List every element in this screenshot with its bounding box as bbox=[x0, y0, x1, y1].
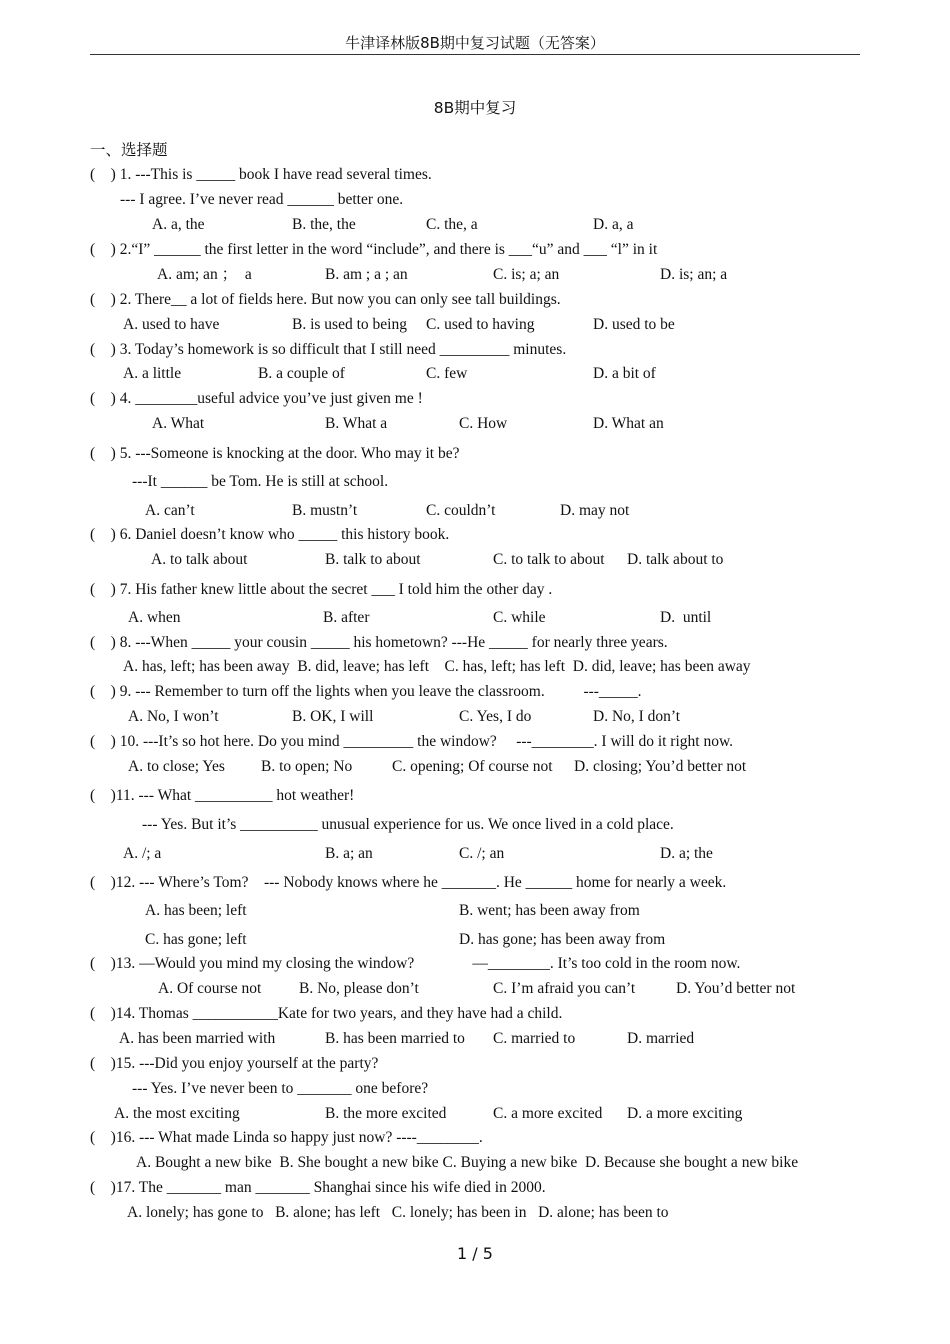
option-b: B. mustn’t bbox=[292, 502, 358, 519]
option-c: C. has gone; left bbox=[145, 931, 247, 948]
option-c: C. I’m afraid you can’t bbox=[493, 980, 636, 997]
question-line: ( ) 10. ---It’s so hot here. Do you mind _________ the window? ---________. I will do it right now. bbox=[90, 733, 734, 750]
option-b: B. No, please don’t bbox=[299, 980, 419, 997]
option-d: D. is; an; a bbox=[660, 266, 728, 283]
option-a: A. Of course not bbox=[158, 980, 262, 997]
option-c: C. few bbox=[426, 365, 468, 382]
option-d: D. until bbox=[660, 609, 712, 626]
option-d: D. a; the bbox=[660, 845, 713, 862]
options-line: A. Bought a new bike B. She bought a new bike C. Buying a new bike D. Because she bought a new bike bbox=[136, 1154, 799, 1171]
option-a: A. What bbox=[152, 415, 205, 432]
question-line: ( ) 2.“I” ______ the first letter in the word “include”, and there is ___“u” and ___ “l” in it bbox=[90, 241, 658, 258]
option-a: A. has been married with bbox=[119, 1030, 276, 1047]
option-a: A. am; an ； a bbox=[157, 266, 252, 283]
option-a: A. /; a bbox=[123, 845, 162, 862]
option-a: A. has been; left bbox=[145, 902, 247, 919]
option-d: D. No, I don’t bbox=[593, 708, 681, 725]
option-a: A. when bbox=[128, 609, 181, 626]
question-line: ( ) 6. Daniel doesn’t know who _____ this history book. bbox=[90, 526, 450, 543]
option-c: C. is; a; an bbox=[493, 266, 560, 283]
question-line: ( )13. —Would you mind my closing the window? —________. It’s too cold in the room now. bbox=[90, 955, 741, 972]
question-line: ( )14. Thomas ___________Kate for two years, and they have had a child. bbox=[90, 1005, 563, 1022]
option-d: D. may not bbox=[560, 502, 630, 519]
option-c: C. /; an bbox=[459, 845, 505, 862]
option-c: C. couldn’t bbox=[426, 502, 496, 519]
option-b: B. OK, I will bbox=[292, 708, 374, 725]
question-line: ( ) 1. ---This is _____ book I have read several times. bbox=[90, 166, 432, 183]
option-a: A. can’t bbox=[145, 502, 195, 519]
option-b: B. talk to about bbox=[325, 551, 421, 568]
question-line: ( ) 4. ________useful advice you’ve just given me ! bbox=[90, 390, 423, 407]
question-line: ( ) 5. ---Someone is knocking at the door. Who may it be? bbox=[90, 445, 460, 462]
page-header: 牛津译林版8B期中复习试题（无答案） bbox=[345, 34, 605, 52]
option-d: D. a more exciting bbox=[627, 1105, 743, 1122]
option-d: D. a, a bbox=[593, 216, 634, 233]
question-line: ( )11. --- What __________ hot weather! bbox=[90, 787, 355, 804]
option-c: C. a more excited bbox=[493, 1105, 603, 1122]
option-a: A. the most exciting bbox=[114, 1105, 240, 1122]
option-c: C. married to bbox=[493, 1030, 576, 1047]
option-b: B. a couple of bbox=[258, 365, 345, 382]
option-d: D. married bbox=[627, 1030, 695, 1047]
option-d: D. used to be bbox=[593, 316, 675, 333]
option-a: A. a little bbox=[123, 365, 182, 382]
options-line: A. has, left; has been away B. did, leave; has left C. has, left; has left D. did, leave; has been away bbox=[123, 658, 751, 675]
option-b: B. went; has been away from bbox=[459, 902, 640, 919]
option-a: A. to talk about bbox=[151, 551, 248, 568]
option-b: B. after bbox=[323, 609, 370, 626]
question-line: ( ) 8. ---When _____ your cousin _____ his hometown? ---He _____ for nearly three years. bbox=[90, 634, 668, 651]
option-b: B. am ; a ; an bbox=[325, 266, 408, 283]
options-line: A. lonely; has gone to B. alone; has left C. lonely; has been in D. alone; has been to bbox=[127, 1204, 669, 1221]
option-c: C. How bbox=[459, 415, 508, 432]
option-d: D. What an bbox=[593, 415, 664, 432]
question-line: ( )17. The _______ man _______ Shanghai since his wife died in 2000. bbox=[90, 1179, 546, 1196]
section-heading: 一、选择题 bbox=[90, 141, 168, 159]
question-line: ( ) 2. There__ a lot of fields here. But now you can only see tall buildings. bbox=[90, 291, 561, 308]
option-a: A. to close; Yes bbox=[128, 758, 225, 775]
option-d: D. a bit of bbox=[593, 365, 656, 382]
option-c: C. opening; Of course not bbox=[392, 758, 553, 775]
option-a: A. used to have bbox=[123, 316, 220, 333]
question-line: ( )12. --- Where’s Tom? --- Nobody knows where he _______. He ______ home for nearly a week. bbox=[90, 874, 727, 891]
page-title: 8B期中复习 bbox=[433, 99, 517, 117]
option-c: C. to talk to about bbox=[493, 551, 605, 568]
option-b: B. to open; No bbox=[261, 758, 353, 775]
option-c: C. Yes, I do bbox=[459, 708, 532, 725]
option-d: D. closing; You’d better not bbox=[574, 758, 747, 775]
option-b: B. has been married to bbox=[325, 1030, 465, 1047]
option-b: B. What a bbox=[325, 415, 388, 432]
option-d: D. talk about to bbox=[627, 551, 724, 568]
question-line: --- Yes. But it’s __________ unusual experience for us. We once lived in a cold place. bbox=[142, 816, 674, 833]
question-line: ( ) 3. Today’s homework is so difficult that I still need _________ minutes. bbox=[90, 341, 567, 358]
question-line: ( )16. --- What made Linda so happy just now? ----________. bbox=[90, 1129, 483, 1146]
option-a: A. No, I won’t bbox=[128, 708, 219, 725]
option-b: B. the more excited bbox=[325, 1105, 447, 1122]
question-line: --- I agree. I’ve never read ______ better one. bbox=[120, 191, 404, 208]
question-line: ( ) 9. --- Remember to turn off the lights when you leave the classroom. ---_____. bbox=[90, 683, 642, 700]
option-b: B. is used to being bbox=[292, 316, 407, 333]
question-line: ---It ______ be Tom. He is still at school. bbox=[132, 473, 389, 490]
option-d: D. You’d better not bbox=[676, 980, 796, 997]
option-b: B. a; an bbox=[325, 845, 373, 862]
option-c: C. used to having bbox=[426, 316, 535, 333]
option-b: B. the, the bbox=[292, 216, 356, 233]
option-c: C. the, a bbox=[426, 216, 478, 233]
question-line: ( ) 7. His father knew little about the secret ___ I told him the other day . bbox=[90, 581, 553, 598]
header-divider bbox=[90, 54, 860, 55]
question-line: --- Yes. I’ve never been to _______ one before? bbox=[132, 1080, 429, 1097]
option-d: D. has gone; has been away from bbox=[459, 931, 666, 948]
page-number: 1 / 5 bbox=[457, 1244, 493, 1263]
option-a: A. a, the bbox=[152, 216, 205, 233]
option-c: C. while bbox=[493, 609, 546, 626]
question-line: ( )15. ---Did you enjoy yourself at the party? bbox=[90, 1055, 379, 1072]
